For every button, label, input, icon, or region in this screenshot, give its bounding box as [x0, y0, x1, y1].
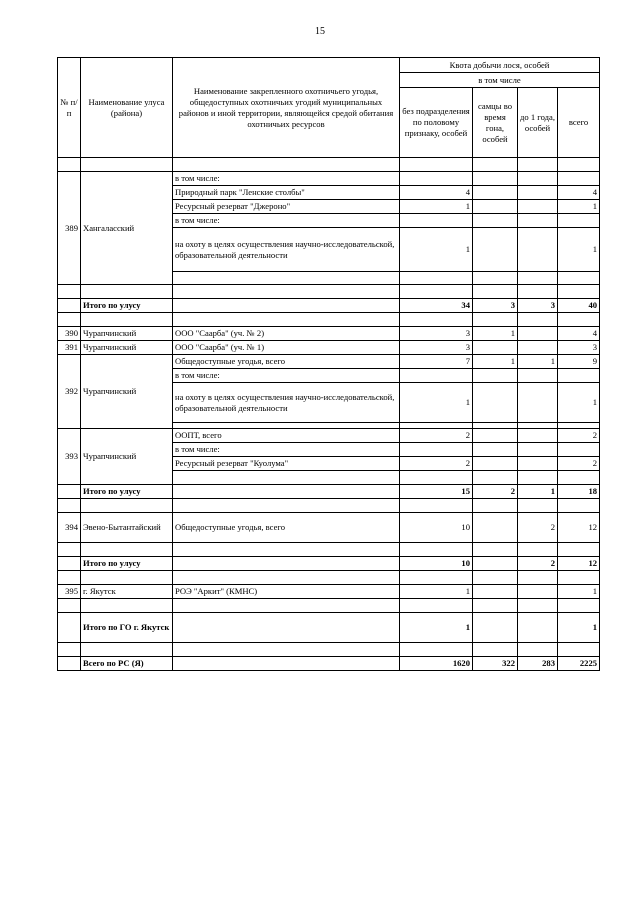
ulus-name: Эвено-Бытантайский [81, 513, 173, 543]
table-row [58, 355, 600, 369]
value-no-sex: 1 [400, 585, 473, 599]
row-number: 395 [58, 585, 81, 599]
value-no-sex: 10 [400, 513, 473, 543]
value-total: 1 [558, 383, 600, 423]
value-no-sex: 1 [400, 228, 473, 272]
row-number: 393 [58, 429, 81, 485]
spacer-row [58, 158, 600, 172]
value-no-sex: 1620 [400, 657, 473, 671]
area-name: в том числе: [173, 172, 400, 186]
value-no-sex: 3 [400, 327, 473, 341]
value-total: 2225 [558, 657, 600, 671]
area-name: в том числе: [173, 443, 400, 457]
value-total: 1 [558, 585, 600, 599]
value-total: 12 [558, 513, 600, 543]
spacer-row [58, 313, 600, 327]
area-name: на охоту в целях осуществления научно-исследовательской, образовательной деятельности [173, 228, 400, 272]
value-males-rut: 1 [473, 355, 518, 369]
value-no-sex: 15 [400, 485, 473, 499]
go-total-row [58, 613, 600, 643]
value-no-sex: 2 [400, 429, 473, 443]
row-number: 394 [58, 513, 81, 543]
spacer-row [58, 599, 600, 613]
header-num: № п/п [58, 58, 81, 158]
page-number: 15 [315, 26, 325, 37]
ulus-total-row [58, 299, 600, 313]
value-no-sex: 1 [400, 383, 473, 423]
value-total: 3 [558, 341, 600, 355]
area-name: Общедоступные угодья, всего [173, 355, 400, 369]
area-name: РОЭ "Аркит" (КМНС) [173, 585, 400, 599]
total-label: Итого по улусу [81, 557, 173, 571]
moose-quota-table [57, 57, 600, 671]
table-row [58, 429, 600, 443]
area-name: Ресурсный резерват "Куолума" [173, 457, 400, 471]
value-under-one: 2 [518, 557, 558, 571]
value-no-sex: 34 [400, 299, 473, 313]
header-quota: Квота добычи лося, особей [400, 58, 600, 73]
value-no-sex: 3 [400, 341, 473, 355]
area-name: ООО "Саарба" (уч. № 1) [173, 341, 400, 355]
value-under-one: 1 [518, 485, 558, 499]
total-label: Итого по улусу [81, 485, 173, 499]
value-males-rut: 3 [473, 299, 518, 313]
value-under-one: 2 [518, 513, 558, 543]
value-no-sex: 2 [400, 457, 473, 471]
total-label: Итого по ГО г. Якутск [81, 613, 173, 643]
header-under-one: до 1 года, особей [518, 88, 558, 158]
value-total: 4 [558, 186, 600, 200]
value-males-rut: 322 [473, 657, 518, 671]
header-in-that-number: в том числе [400, 73, 600, 88]
value-no-sex: 10 [400, 557, 473, 571]
table-row [58, 327, 600, 341]
area-name: ООПТ, всего [173, 429, 400, 443]
ulus-total-row [58, 557, 600, 571]
value-total: 1 [558, 200, 600, 214]
grand-total-row [58, 657, 600, 671]
spacer-row [58, 499, 600, 513]
area-name: Ресурсный резерват "Джероно" [173, 200, 400, 214]
ulus-name: Чурапчинский [81, 429, 173, 485]
total-label: Всего по РС (Я) [81, 657, 173, 671]
value-males-rut: 2 [473, 485, 518, 499]
area-name: Общедоступные угодья, всего [173, 513, 400, 543]
spacer-row [58, 543, 600, 557]
value-no-sex: 4 [400, 186, 473, 200]
area-name: Природный парк "Ленские столбы" [173, 186, 400, 200]
value-no-sex: 7 [400, 355, 473, 369]
value-total: 2 [558, 457, 600, 471]
value-no-sex: 1 [400, 200, 473, 214]
table-row [58, 513, 600, 543]
value-total: 18 [558, 485, 600, 499]
value-total: 1 [558, 613, 600, 643]
table-row [58, 341, 600, 355]
value-under-one: 1 [518, 355, 558, 369]
spacer-row [58, 571, 600, 585]
value-males-rut: 1 [473, 327, 518, 341]
row-number: 392 [58, 355, 81, 429]
value-under-one: 3 [518, 299, 558, 313]
value-under-one: 283 [518, 657, 558, 671]
ulus-name: Чурапчинский [81, 341, 173, 355]
total-label: Итого по улусу [81, 299, 173, 313]
area-name: на охоту в целях осуществления научно-исследовательской, образовательной деятельности [173, 383, 400, 423]
spacer-row [58, 285, 600, 299]
header-males-rut: самцы во время гона, особей [473, 88, 518, 158]
row-number: 391 [58, 341, 81, 355]
row-number: 390 [58, 327, 81, 341]
value-total: 4 [558, 327, 600, 341]
area-name: в том числе: [173, 214, 400, 228]
row-number: 389 [58, 172, 81, 285]
ulus-name: Чурапчинский [81, 355, 173, 429]
spacer-row [58, 643, 600, 657]
value-total: 9 [558, 355, 600, 369]
value-total: 12 [558, 557, 600, 571]
area-name: в том числе: [173, 369, 400, 383]
header-ulus: Наименование улуса (района) [81, 58, 173, 158]
value-total: 1 [558, 228, 600, 272]
value-no-sex: 1 [400, 613, 473, 643]
header-total: всего [558, 88, 600, 158]
header-area: Наименование закрепленного охотничьего угодья, общедоступных охотничьих угодий муниципальных районов и иной территории, являющейся средой обитания охотничьих ресурсов [173, 58, 400, 158]
header-no-sex: без подразделения по половому признаку, особей [400, 88, 473, 158]
ulus-total-row [58, 485, 600, 499]
table-row [58, 585, 600, 599]
ulus-name: Чурапчинский [81, 327, 173, 341]
value-total: 2 [558, 429, 600, 443]
table-row [58, 172, 600, 186]
area-name: ООО "Саарба" (уч. № 2) [173, 327, 400, 341]
ulus-name: Хангаласский [81, 172, 173, 285]
ulus-name: г. Якутск [81, 585, 173, 599]
value-total: 40 [558, 299, 600, 313]
